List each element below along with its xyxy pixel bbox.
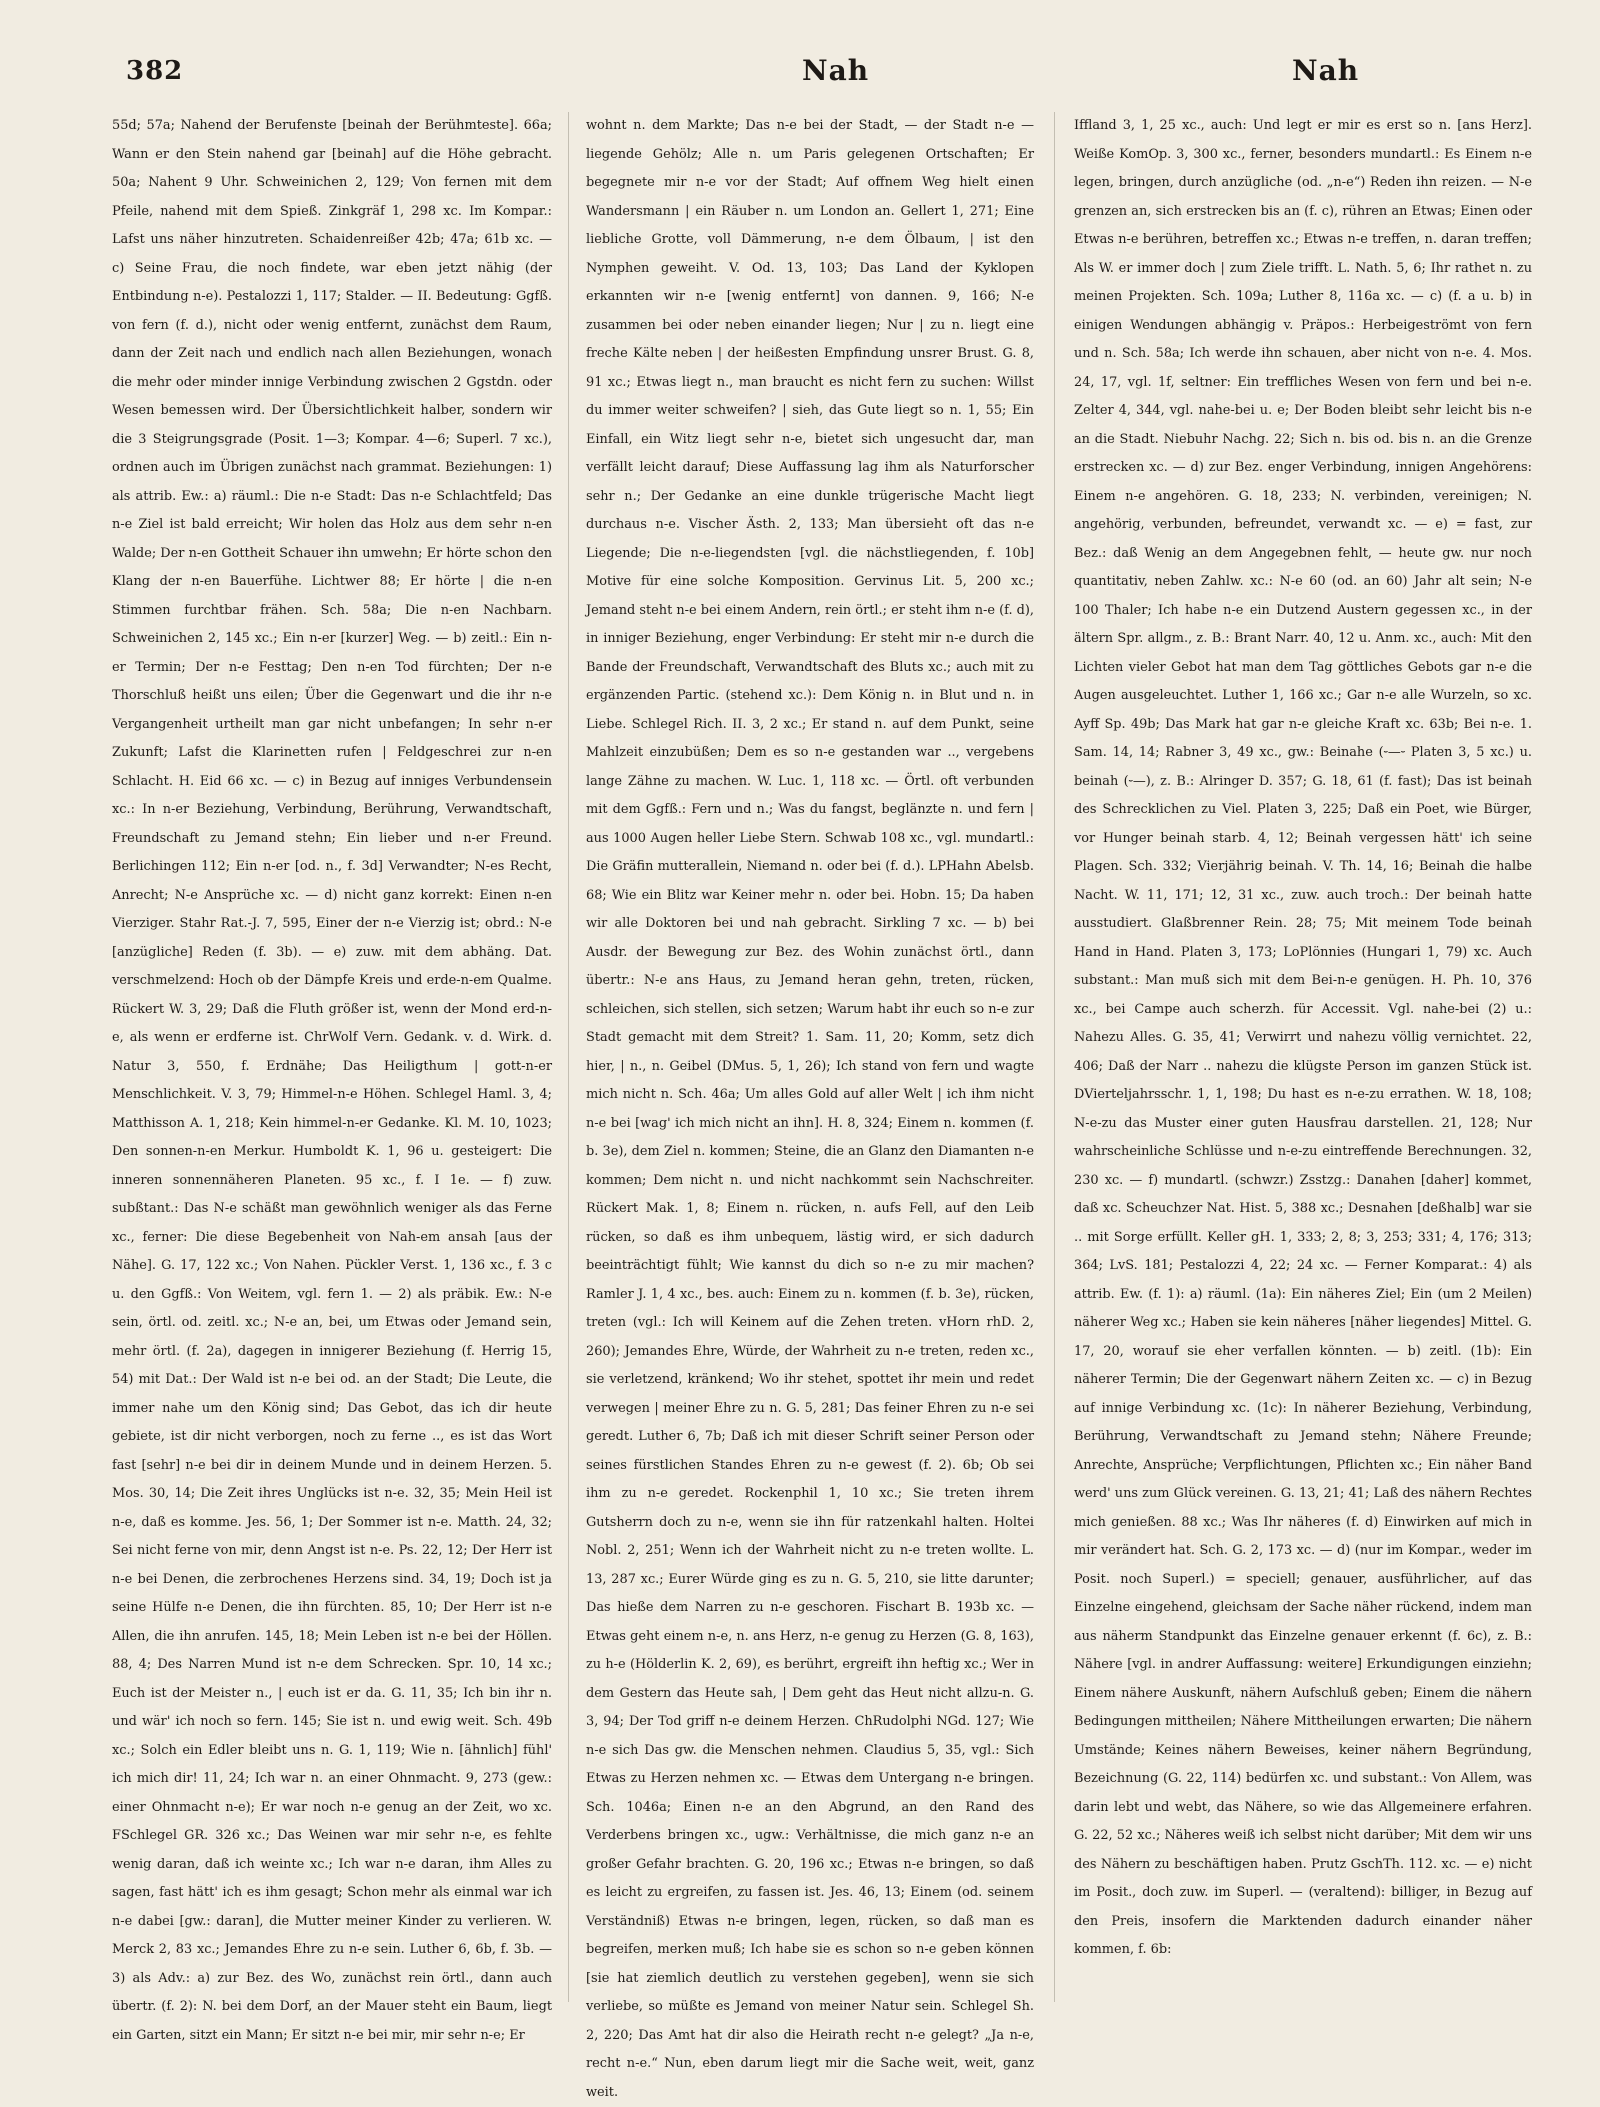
header-keyword-right: Nah [1292, 54, 1360, 87]
column-text: wohnt n. dem Markte; Das n-e bei der Stadt, — der Stadt n-e — liegende Gehölz; Alle n. um Paris gelegenen Ortschaften; Er begegnete mir n-e vor der Stadt; Auf offnem Weg hielt einen Wandersmann | ein Räuber n. um London an. Gellert 1, 271; Eine liebliche Grotte, voll Dämmerung, n-e dem Ölbaum, | ist den Nymphen geweiht. V. Od. 13, 103; Das Land der Kyklopen erkannten wir n-e [wenig entfernt] von dannen. 9, 166; N-e zusammen bei oder neben einander liegen; Nur | zu n. liegt eine freche Kälte neben | der heißesten Empfindung unsrer Brust. G. 8, 91 xc.; Etwas liegt n., man braucht es nicht fern zu suchen: Willst du immer weiter schweifen? | sieh, das Gute liegt so n. 1, 55; Ein Einfall, ein Witz liegt sehr n-e, bietet sich ungesucht dar, man verfällt leicht darauf; Diese Auffassung lag ihm als Naturforscher sehr n.; Der Gedanke an eine dunkle trügerische Macht liegt durchaus n-e. Vischer Ästh. 2, 133; Man übersieht oft das n-e Liegende; Die n-e-liegendsten [vgl. die nächstliegenden, f. 10b] Motive für eine solche Komposition. Gervinus Lit. 5, 200 xc.; Jemand steht n-e bei einem Andern, rein örtl.; er steht ihm n-e (f. d), in inniger Beziehung, enger Verbindung: Er steht mir n-e durch die Bande der Freundschaft, Verwandtschaft des Bluts xc.; auch mit zu ergänzenden Partic. (stehend xc.): Dem König n. in Blut und n. in Liebe. Schlegel Rich. II. 3, 2 xc.; Er stand n. auf dem Punkt, seine Mahlzeit einzubüßen; Dem es so n-e gestanden war .., vergebens lange Zähne zu machen. W. Luc. 1, 118 xc. — Örtl. oft verbunden mit dem Ggfß.: Fern und n.; Was du fangst, beglänzte n. und fern | aus 1000 Augen heller Liebe Stern. Schwab 108 xc., vgl. mundartl.: Die Gräfin mutterallein, Niemand n. oder bei (f. d.). LPHahn Abelsb. 68; Wie ein Blitz war Keiner mehr n. oder bei. Hobn. 15; Da haben wir alle Doktoren bei und nah gebracht. Sirkling 7 xc. — b) bei Ausdr. der Bewegung zur Bez. des Wohin zunächst örtl., dann übertr.: N-e ans Haus, zu Jemand heran gehn, treten, rücken, schleichen, sich stellen, sich setzen; Warum habt ihr euch so n-e zur Stadt gemacht mit dem Streit? 1. Sam. 11, 20; Komm, setz dich hier, | n., n. Geibel (DMus. 5, 1, 26); Ich stand von fern und wagte mich nicht n. Sch. 46a; Um alles Gold auf aller Welt | ich ihm nicht n-e bei [wag' ich mich nicht an ihn]. H. 8, 324; Einem n. kommen (f. b. 3e), dem Ziel n. kommen; Steine, die an Glanz den Diamanten n-e kommen; Dem nicht n. und nicht nachkommt sein Nachschreiter. Rückert Mak. 1, 8; Einem n. rücken, n. aufs Fell, auf den Leib rücken, so daß es ihm unbequem, lästig wird, er sich dadurch beeinträchtigt fühlt; Wie kannst du dich so n-e zu mir machen? Ramler J. 1, 4 xc., bes. auch: Einem zu n. kommen (f. b. 3e), rücken, treten (vgl.: Ich will Keinem auf die Zehen treten. vHorn rhD. 2, 260); Jemandes Ehre, Würde, der Wahrheit zu n-e treten, reden xc., sie verletzend, kränkend; Wo ihr stehet, spottet ihr mein und redet verwegen | meiner Ehre zu n. G. 5, 281; Das feiner Ehren zu n-e sei geredt. Luther 6, 7b; Daß ich mit dieser Schrift seiner Person oder seines fürstlichen Standes Ehren zu n-e gewest (f. 2). 6b; Ob sei ihm zu n-e geredet. Rockenphil 1, 10 xc.; Sie treten ihrem Gutsherrn doch zu n-e, wenn sie ihn für ratzenkahl halten. Holtei Nobl. 2, 251; Wenn ich der Wahrheit nicht zu n-e treten wollte. L. 13, 287 xc.; Eurer Würde ging es zu n. G. 5, 210, sie litte darunter; Das hieße dem Narren zu n-e geschoren. Fischart B. 193b xc. — Etwas geht einem n-e, n. ans Herz, n-e genug zu Herzen (G. 8, 163), zu h-e (Hölderlin K. 2, 69), es berührt, ergreift ihn heftig xc.; Wer in dem Gestern das Heute sah, | Dem geht das Heut nicht allzu-n. G. 3, 94; Der Tod griff n-e deinem Herzen. ChRudolphi NGd. 127; Wie n-e sich Das gw. die Menschen nehmen. Claudius 5, 35, vgl.: Sich Etwas zu Herzen nehmen xc. — Etwas dem Untergang n-e bringen. Sch. 1046a; Einen n-e an den Abgrund, an den Rand des Verderbens bringen xc., ugw.: Verhältnisse, die mich ganz n-e an großer Gefahr brachten. G. 20, 196 xc.; Etwas n-e bringen, so daß es leicht zu ergreifen, zu fassen ist. Jes. 46, 13; Einem (od. seinem Verständniß) Etwas n-e bringen, legen, rücken, so daß man es begreifen, merken muß; Ich habe sie es schon so n-e geben können [sie hat ziemlich deutlich zu verstehen gegeben], wenn sie sich verliebe, so müßte es Jemand von meiner Natur sein. Schlegel Sh. 2, 220; Das Amt hat dir also die Heirath recht n-e gelegt? „Ja n-e, recht n-e.“ Nun, eben darum liegt mir die Sache weit, weit, ganz weit. [586, 118, 1035, 2100]
column-divider [1054, 112, 1055, 2002]
text-column-middle [586, 112, 1035, 2100]
column-text: Iffland 3, 1, 25 xc., auch: Und legt er mir es erst so n. [ans Herz]. Weiße KomOp. 3, 300 xc., ferner, besonders mundartl.: Es Einem n-e legen, bringen, durch anzügliche (od. „n-e“) Reden ihn reizen. — N-e grenzen an, sich erstrecken bis an (f. c), rühren an Etwas; Einen oder Etwas n-e berühren, betreffen xc.; Etwas n-e treffen, n. daran treffen; Als W. er immer doch | zum Ziele trifft. L. Nath. 5, 6; Ihr rathet n. zu meinen Projekten. Sch. 109a; Luther 8, 116a xc. — c) (f. a u. b) in einigen Wendungen abhängig v. Präpos.: Herbeigeströmt von fern und n. Sch. 58a; Ich werde ihn schauen, aber nicht von n-e. 4. Mos. 24, 17, vgl. 1f, seltner: Ein treffliches Wesen von fern und bei n-e. Zelter 4, 344, vgl. nahe-bei u. e; Der Boden bleibt sehr leicht bis n-e an die Stadt. Niebuhr Nachg. 22; Sich n. bis od. bis n. an die Grenze erstrecken xc. — d) zur Bez. enger Verbindung, innigen Angehörens: Einem n-e angehören. G. 18, 233; N. verbinden, vereinigen; N. angehörig, verbunden, befreundet, verwandt xc. — e) = fast, zur Bez.: daß Wenig an dem Angegebnen fehlt, — heute gw. nur noch quantitativ, neben Zahlw. xc.: N-e 60 (od. an 60) Jahr alt sein; N-e 100 Thaler; Ich habe n-e ein Dutzend Austern gegessen xc., in der ältern Spr. allgm., z. B.: Brant Narr. 40, 12 u. Anm. xc., auch: Mit den Lichten vieler Gebot hat man dem Tag göttliches Gebots gar n-e die Augen ausgeleuchtet. Luther 1, 166 xc.; Gar n-e alle Wurzeln, so xc. Ayff Sp. 49b; Das Mark hat gar n-e gleiche Kraft xc. 63b; Bei n-e. 1. Sam. 14, 14; Rabner 3, 49 xc., gw.: Beinahe (⏑—⏑ Platen 3, 5 xc.) u. beinah (⏑—), z. B.: Alringer D. 357; G. 18, 61 (f. fast); Das ist beinah des Schrecklichen zu Viel. Platen 3, 225; Daß ein Poet, wie Bürger, vor Hunger beinah starb. 4, 12; Beinah vergessen hätt' ich seine Plagen. Sch. 332; Vierjährig beinah. V. Th. 14, 16; Beinah die halbe Nacht. W. 11, 171; 12, 31 xc., zuw. auch troch.: Der beinah hatte ausstudiert. Glaßbrenner Rein. 28; 75; Mit meinem Tode beinah Hand in Hand. Platen 3, 173; LoPlönnies (Hungari 1, 79) xc. Auch substant.: Man muß sich mit dem Bei-n-e genügen. H. Ph. 10, 376 xc., bei Campe auch scherzh. für Accessit. Vgl. nahe-bei (2) u.: Nahezu Alles. G. 35, 41; Verwirrt und nahezu völlig vernichtet. 22, 406; Daß der Narr .. nahezu die klügste Person im ganzen Stück ist. DVierteljahrsschr. 1, 1, 198; Du hast es n-e-zu errathen. W. 18, 108; N-e-zu das Muster einer guten Hausfrau darstellen. 21, 128; Nur wahrscheinliche Schlüsse und n-e-zu eintreffende Berechnungen. 32, 230 xc. — f) mundartl. (schwzr.) Zsstzg.: Danahen [daher] kommet, daß xc. Scheuchzer Nat. Hist. 5, 388 xc.; Desnahen [deßhalb] war sie .. mit Sorge erfüllt. Keller gH. 1, 333; 2, 8; 3, 253; 331; 4, 176; 313; 364; LvS. 181; Pestalozzi 4, 22; 24 xc. — Ferner Komparat.: 4) als attrib. Ew. (f. 1): a) räuml. (1a): Ein näheres Ziel; Ein (um 2 Meilen) näherer Weg xc.; Haben sie kein näheres [näher liegendes] Mittel. G. 17, 20, worauf sie eher verfallen könnten. — b) zeitl. (1b): Ein näherer Termin; Die der Gegenwart nähern Zeiten xc. — c) in Bezug auf innige Verbindung xc. (1c): In näherer Beziehung, Verbindung, Berührung, Verwandtschaft zu Jemand stehn; Nähere Freunde; Anrechte, Ansprüche; Verpflichtungen, Pflichten xc.; Ein näher Band werd' uns zum Glück vereinen. G. 13, 21; 41; Laß des nähern Rechtes mich genießen. 88 xc.; Was Ihr näheres (f. d) Einwirken auf mich in mir verändert hat. Sch. G. 2, 173 xc. — d) (nur im Kompar., weder im Posit. noch Superl.) = speciell; genauer, ausführlicher, auf das Einzelne eingehend, gleichsam der Sache näher rückend, indem man aus näherm Standpunkt das Einzelne genauer erkennt (f. 6c), z. B.: Nähere [vgl. in andrer Auffassung: weitere] Erkundigungen einziehn; Einem nähere Auskunft, nähern Aufschluß geben; Einem die nähern Bedingungen mittheilen; Nähere Mittheilungen erwarten; Die nähern Umstände; Keines nähern Beweises, keiner nähern Begründung, Bezeichnung (G. 22, 114) bedürfen xc. und substant.: Von Allem, was darin lebt und webt, das Nähere, so wie das Allgemeinere erfahren. G. 22, 52 xc.; Näheres weiß ich selbst nicht darüber; Mit dem wir uns des Nähern zu beschäftigen haben. Prutz GschTh. 112. xc. — e) nicht im Posit., doch zuw. im Superl. — (veraltend): billiger, in Bezug auf den Preis, insofern die Marktenden dadurch einander näher kommen, f. 6b: [1074, 118, 1532, 1957]
text-column-left [112, 112, 552, 2043]
text-column-right [1074, 112, 1532, 2017]
header-keyword-center: Nah [802, 54, 870, 87]
column-divider [568, 112, 569, 2002]
page-header [112, 50, 1540, 96]
column-text: 55d; 57a; Nahend der Berufenste [beinah der Berühmteste]. 66a; Wann er den Stein nahend gar [beinah] auf die Höhe gebracht. 50a; Nahent 9 Uhr. Schweinichen 2, 129; Von fernen mit dem Pfeile, nahend mit dem Spieß. Zinkgräf 1, 298 xc. Im Kompar.: Lafst uns näher hinzutreten. Schaidenreißer 42b; 47a; 61b xc. — c) Seine Frau, die noch findete, war eben jetzt nähig (der Entbindung n-e). Pestalozzi 1, 117; Stalder. — II. Bedeutung: Ggfß. von fern (f. d.), nicht oder wenig entfernt, zunächst dem Raum, dann der Zeit nach und endlich nach allen Beziehungen, wonach die mehr oder minder innige Verbindung zwischen 2 Ggstdn. oder Wesen bemessen wird. Der Übersichtlichkeit halber, sondern wir die 3 Steigrungsgrade (Posit. 1—3; Kompar. 4—6; Superl. 7 xc.), ordnen auch im Übrigen zunächst nach grammat. Beziehungen: 1) als attrib. Ew.: a) räuml.: Die n-e Stadt: Das n-e Schlachtfeld; Das n-e Ziel ist bald erreicht; Wir holen das Holz aus dem sehr n-en Walde; Der n-en Gottheit Schauer ihn umwehn; Er hörte schon den Klang der n-en Bauerfühe. Lichtwer 88; Er hörte | die n-en Stimmen furchtbar frähen. Sch. 58a; Die n-en Nachbarn. Schweinichen 2, 145 xc.; Ein n-er [kurzer] Weg. — b) zeitl.: Ein n-er Termin; Der n-e Festtag; Den n-en Tod fürchten; Der n-e Thorschluß heißt uns eilen; Über die Gegenwart und die ihr n-e Vergangenheit urtheilt man gar nicht unbefangen; In sehr n-er Zukunft; Lafst die Klarinetten rufen | Feldgeschrei zur n-en Schlacht. H. Eid 66 xc. — c) in Bezug auf inniges Verbundensein xc.: In n-er Beziehung, Verbindung, Berührung, Verwandtschaft, Freundschaft zu Jemand stehn; Ein lieber und n-er Freund. Berlichingen 112; Ein n-er [od. n., f. 3d] Verwandter; N-es Recht, Anrecht; N-e Ansprüche xc. — d) nicht ganz korrekt: Einen n-en Vierziger. Stahr Rat.-J. 7, 595, Einer der n-e Vierzig ist; obrd.: N-e [anzügliche] Reden (f. 3b). — e) zuw. mit dem abhäng. Dat. verschmelzend: Hoch ob der Dämpfe Kreis und erde-n-em Qualme. Rückert W. 3, 29; Daß die Fluth größer ist, wenn der Mond erd-n-e, als wenn er erdferne ist. ChrWolf Vern. Gedank. v. d. Wirk. d. Natur 3, 550, f. Erdnähe; Das Heiligthum | gott-n-er Menschlichkeit. V. 3, 79; Himmel-n-e Höhen. Schlegel Haml. 3, 4; Matthisson A. 1, 218; Kein himmel-n-er Gedanke. Kl. M. 10, 1023; Den sonnen-n-en Merkur. Humboldt K. 1, 96 u. gesteigert: Die inneren sonnennäheren Planeten. 95 xc., f. I 1e. — f) zuw. subßtant.: Das N-e schäßt man gewöhnlich weniger als das Ferne xc., ferner: Die diese Begebenheit von Nah-em ansah [aus der Nähe]. G. 17, 122 xc.; Von Nahen. Pückler Verst. 1, 136 xc., f. 3 c u. den Ggfß.: Von Weitem, vgl. fern 1. — 2) als präbik. Ew.: N-e sein, örtl. od. zeitl. xc.; N-e an, bei, um Etwas oder Jemand sein, mehr örtl. (f. 2a), dagegen in innigerer Beziehung (f. Herrig 15, 54) mit Dat.: Der Wald ist n-e bei od. an der Stadt; Die Leute, die immer nahe um den König sind; Das Gebot, das ich dir heute gebiete, ist dir nicht verborgen, noch zu ferne .., es ist das Wort fast [sehr] n-e bei dir in deinem Munde und in deinem Herzen. 5. Mos. 30, 14; Die Zeit ihres Unglücks ist n-e. 32, 35; Mein Heil ist n-e, daß es komme. Jes. 56, 1; Der Sommer ist n-e. Matth. 24, 32; Sei nicht ferne von mir, denn Angst ist n-e. Ps. 22, 12; Der Herr ist n-e bei Denen, die zerbrochenes Herzens sind. 34, 19; Doch ist ja seine Hülfe n-e Denen, die ihn fürchten. 85, 10; Der Herr ist n-e Allen, die ihn anrufen. 145, 18; Mein Leben ist n-e bei der Höllen. 88, 4; Des Narren Mund ist n-e dem Schrecken. Spr. 10, 14 xc.; Euch ist der Meister n., | euch ist er da. G. 11, 35; Ich bin ihr n. und wär' ich noch so fern. 145; Sie ist n. und ewig weit. Sch. 49b xc.; Solch ein Edler bleibt uns n. G. 1, 119; Wie n. [ähnlich] fühl' ich mich dir! 11, 24; Ich war n. an einer Ohnmacht. 9, 273 (gew.: einer Ohnmacht n-e); Er war noch n-e genug an der Zeit, wo xc. FSchlegel GR. 326 xc.; Das Weinen war mir sehr n-e, es fehlte wenig daran, daß ich weinte xc.; Ich war n-e daran, ihm Alles zu sagen, fast hätt' ich es ihm gesagt; Schon mehr als einmal war ich n-e dabei [gw.: daran], die Mutter meiner Kinder zu verlieren. W. Merck 2, 83 xc.; Jemandes Ehre zu n-e sein. Luther 6, 6b, f. 3b. — 3) als Adv.: a) zur Bez. des Wo, zunächst rein örtl., dann auch übertr. (f. 2): N. bei dem Dorf, an der Mauer steht ein Baum, liegt ein Garten, sitzt ein Mann; Er sitzt n-e bei mir, mir sehr n-e; Er [112, 118, 552, 2043]
page-number: 382 [126, 56, 184, 86]
